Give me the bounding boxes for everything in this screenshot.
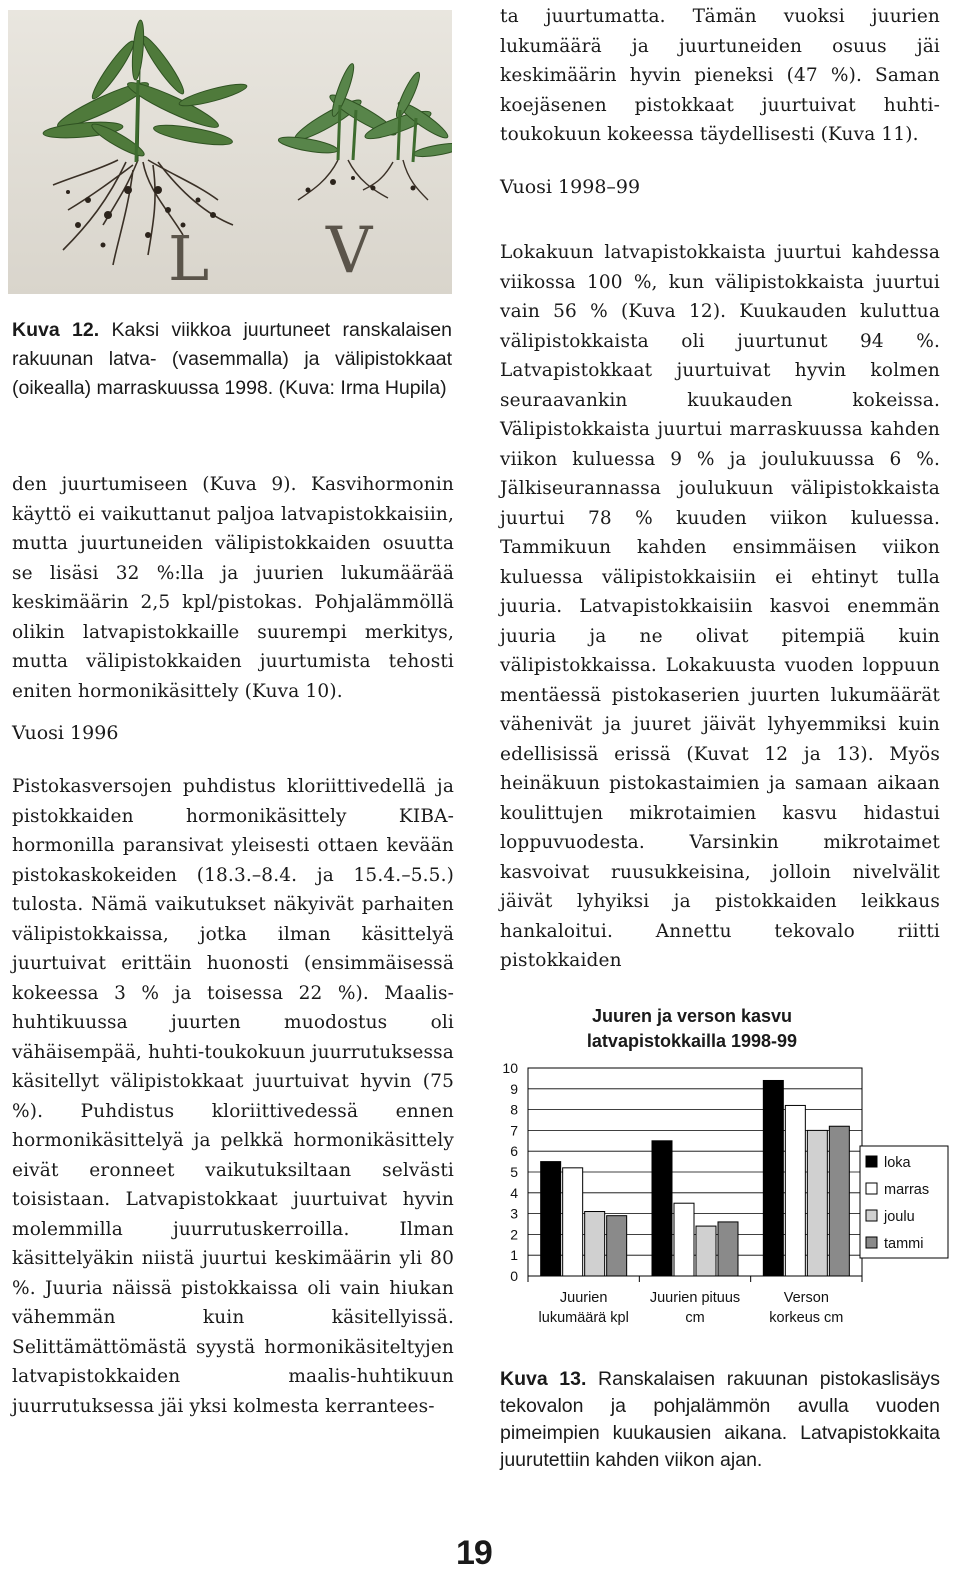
section-heading-1998-99: Vuosi 1998–99 [500, 176, 641, 198]
bar-joulu [807, 1130, 827, 1276]
bar-tammi [718, 1222, 738, 1276]
chart-title-line-1: Juuren ja verson kasvu [591, 1006, 793, 1026]
legend-swatch-tammi [866, 1237, 877, 1248]
x-category-label: Verson [783, 1290, 829, 1306]
legend-swatch-joulu [866, 1210, 877, 1221]
bar-loka [763, 1080, 783, 1276]
bar-tammi [607, 1216, 627, 1276]
bar-marras [674, 1203, 694, 1276]
x-category-label: Juurien [559, 1290, 608, 1306]
x-category-label: Juurien pituus [649, 1290, 741, 1306]
page-number: 19 [456, 1534, 492, 1572]
y-tick-label: 2 [510, 1226, 518, 1243]
y-tick-label: 9 [510, 1080, 518, 1097]
legend-swatch-marras [866, 1183, 877, 1194]
right-paragraph-top: ta juurtumatta. Tämän vuoksi juurien lukumäärä ja juurtuneiden osuus jäi keskimäärin hyvin pieneksi (47 %). Saman koejäsenen pistokkaat juurtuivat huhti-toukokuun kokeessa täydellisesti (Kuva 11). [500, 6, 940, 145]
bar-joulu [696, 1226, 716, 1276]
bar-marras [785, 1105, 805, 1276]
bar-loka [541, 1162, 561, 1276]
rooted-cuttings-photo [8, 10, 452, 294]
left-paragraph-2: Pistokasversojen puhdistus kloriittivedellä ja pistokkaiden hormonikäsittely KIBA-hormonilla paransivat yleisesti ottaen kevään pistokaskokeiden (18.3.–8.4. ja 15.4.–5.5.) tulosta. Nämä vaikutukset näkyivät parhaiten välipistokkaissa, jotka ilman käsittelyä juurtuivat erittäin huonosti (ensimmäisessä kokeessa 3 % ja toisessa 22 %). Maalis-huhtikuussa juurten muodostus oli vähäisempää, huhti-toukokuun juurrutuksessa käsitellyt välipistokkaat juurtuivat hyvin (75 %). Puhdistus kloriittivedessä ennen hormonikäsittelyä ja pelkkä hormonikäsittely eivät eronneet vaikutuksiltaan selvästi toisistaan. Latvapistokkaat juurtuivat hyvin molemmilla juurrutuskerroilla. Ilman käsittelyäkin niistä juurtui keskimäärin yli 80 %. Juuria näissä pistokkaissa oli vain hiukan vähemmän kuin käsitellyissä. Selittämättömästä syystä hormonikäsiteltyjen latvapistokkaiden maalis-huhtikuun juurrutuksessa jäi yksi kolmesta kerrantees- [12, 776, 454, 1417]
chart-title [500, 1004, 884, 1054]
figure-13-caption-text: Ranskalaisen rakuunan pistokaslisäys tekovalon ja pohjalämmön avulla vuoden pimeimpien kuukausien aikana. Latvapistokkaita juurutettiin kahden viikon ajan. [500, 1368, 940, 1471]
x-category-label: korkeus cm [769, 1310, 844, 1326]
chart-title-line-2: latvapistokkailla 1998-99 [586, 1031, 798, 1051]
figure-13-label: Kuva 13. [500, 1368, 587, 1390]
y-tick-label: 0 [510, 1268, 518, 1284]
section-heading-1996: Vuosi 1996 [12, 722, 119, 744]
legend-label-marras: marras [884, 1182, 930, 1198]
figure-13-caption [500, 1366, 940, 1474]
right-paragraph-main: Lokakuun latvapistokkaista juurtui kahdessa viikossa 100 %, kun välipistokkaista juurtui vain 56 % (Kuva 12). Kuukauden kuluttua välipistokkaista oli juurtunut 94 %. Latvapistokkaat juurtuivat hyvin kolmen seuraavankin kuukauden kokeissa. Välipistokkaista juurtui marraskuussa kahden viikon kuluessa 9 % ja joulukuussa 6 %. Jälkiseurannassa joulukuun välipistokkaista juurtui 78 % kuuden viikon kuluessa. Tammikuun kahden ensimmäisen viikon kuluessa välipistokkaisiin ei ehtinyt tulla juuria. Latvapistokkaisiin kasvoi enemmän juuria ja ne olivat pitempiä kuin välipistokkaissa. Lokakuusta vuoden loppuun mentäessä pistokaserien juurten lukumäärät vähenivät ja juuret jäivät lyhyemmiksi kuin edellisissä erissä (Kuvat 12 ja 13). Myös heinäkuun pistokastaimien ja samaan aikaan koulittujen mikrotaimien kasvu hidastui loppuvuodesta. Varsinkin mikrotaimet kasvoivat ruusukkeisina, jolloin nivelvälit jäivät lyhyiksi ja pistokkaiden leikkaus hankaloitui. Annettu tekovalo riitti pistokkaiden [500, 242, 940, 971]
x-category-label: cm [685, 1310, 705, 1326]
bar-tammi [829, 1126, 849, 1276]
left-column-text [12, 470, 454, 1421]
legend-label-tammi: tammi [884, 1236, 924, 1252]
legend-label-loka: loka [884, 1155, 911, 1171]
figure-12-caption-text: Kaksi viikkoa juurtuneet ranskalaisen rakuunan latva- (vasemmalla) ja välipistokkaat (oikealla) marraskuussa 1998. (Kuvа: Irma Hupila) [12, 319, 452, 399]
photo-label-l: L [168, 222, 210, 294]
y-tick-label: 4 [510, 1184, 518, 1201]
left-paragraph-1: den juurtumiseen (Kuva 9). Kasvihormonin käyttö ei vaikuttanut paljoa latvapistokkaisiin, mutta juurtuneiden välipistokkaiden osuutta se lisäsi 32 %:lla ja juurien lukumäärää keskimäärin 2,5 kpl/pistokas. Pohjalämmöllä olikin latvapistokkaille suurempi merkitys, mutta välipistokkaiden juurtumista tehosti eniten hormonikäsittely (Kuva 10). [12, 474, 454, 702]
figure-12-label: Kuva 12. [12, 319, 100, 341]
legend-swatch-loka [866, 1156, 877, 1167]
x-category-label: lukumäärä kpl [538, 1310, 629, 1326]
y-tick-label: 3 [510, 1205, 518, 1222]
photo-label-v: V [326, 214, 373, 288]
y-tick-label: 1 [510, 1247, 518, 1264]
y-tick-label: 6 [510, 1143, 518, 1160]
bar-loka [652, 1141, 672, 1276]
bar-marras [563, 1168, 583, 1276]
y-tick-label: 5 [510, 1164, 518, 1180]
y-tick-label: 10 [502, 1060, 518, 1076]
y-tick-label: 8 [510, 1101, 518, 1118]
root-shoot-growth-chart [498, 1058, 950, 1342]
y-tick-label: 7 [510, 1122, 518, 1139]
figure-12-caption [12, 316, 452, 403]
bar-joulu [585, 1212, 605, 1276]
legend-label-joulu: joulu [884, 1209, 915, 1225]
